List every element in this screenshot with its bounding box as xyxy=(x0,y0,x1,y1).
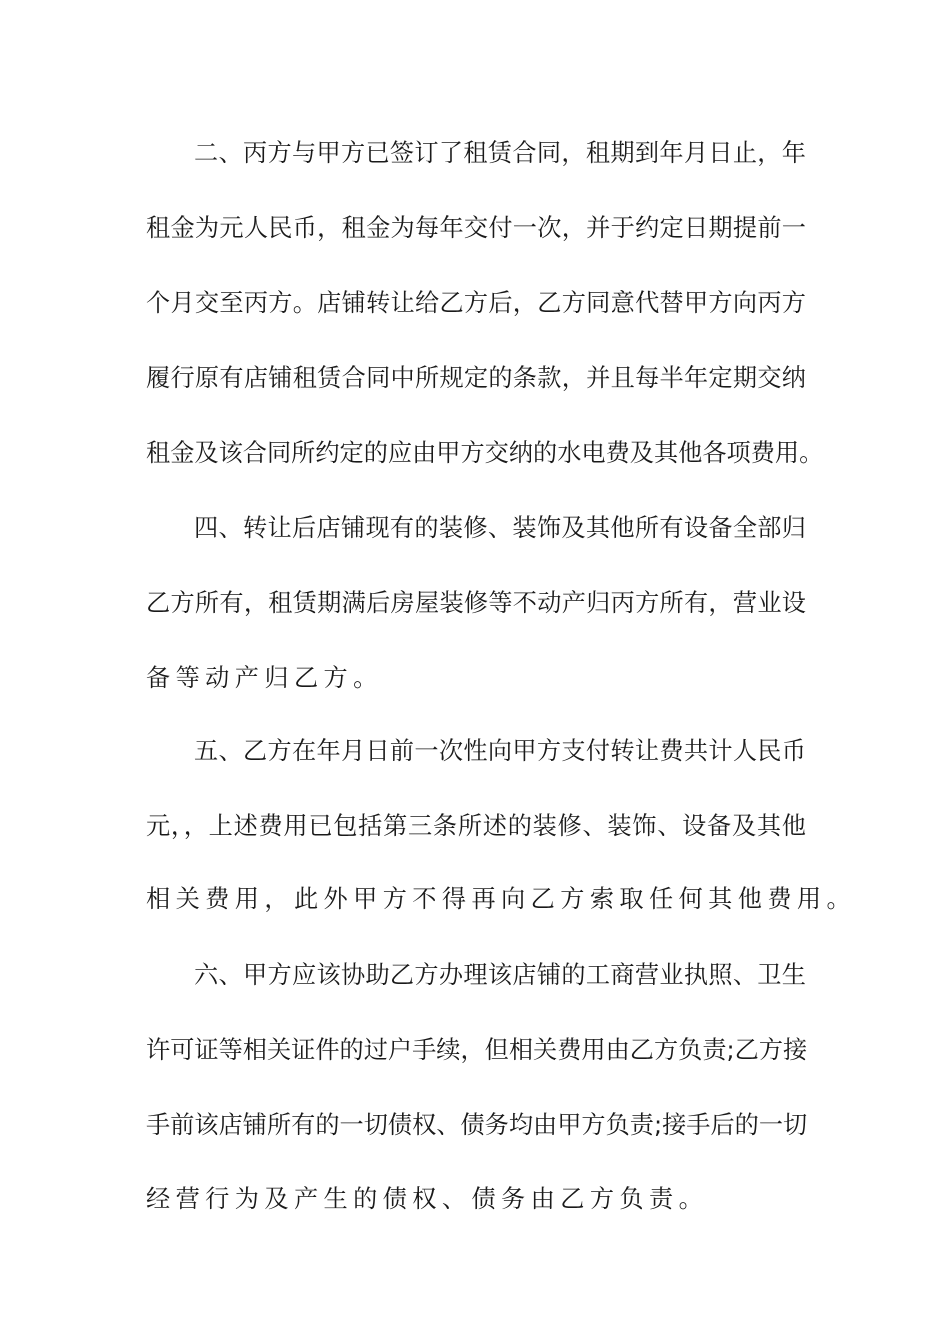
paragraph-line: 备等动产归乙方。 xyxy=(146,664,383,692)
paragraph-line: 五、乙方在年月日前一次性向甲方支付转让费共计人民币 xyxy=(194,737,806,765)
paragraph-line: 元，，上述费用已包括第三条所述的装修、装饰、设备及其他 xyxy=(146,812,806,840)
paragraph-line: 经营行为及产生的债权、债务由乙方负责。 xyxy=(146,1185,709,1213)
paragraph-line: 二、丙方与甲方已签订了租赁合同，租期到年月日止，年 xyxy=(194,139,806,167)
paragraph-line: 乙方所有，租赁期满后房屋装修等不动产归丙方所有，营业设 xyxy=(146,589,806,617)
paragraph-line: 个月交至丙方。店铺转让给乙方后，乙方同意代替甲方向丙方 xyxy=(146,289,806,317)
paragraph-line: 相关费用，此外甲方不得再向乙方索取任何其他费用。 xyxy=(146,885,857,913)
paragraph-line: 四、转让后店铺现有的装修、装饰及其他所有设备全部归 xyxy=(194,514,806,542)
paragraph-line: 许可证等相关证件的过户手续，但相关费用由乙方负责;乙方接 xyxy=(146,1036,808,1064)
paragraph-line: 六、甲方应该协助乙方办理该店铺的工商营业执照、卫生 xyxy=(194,961,806,989)
paragraph-line: 手前该店铺所有的一切债权、债务均由甲方负责;接手后的一切 xyxy=(146,1111,808,1139)
paragraph-line: 租金为元人民币，租金为每年交付一次，并于约定日期提前一 xyxy=(146,214,806,242)
paragraph-line: 履行原有店铺租赁合同中所规定的条款，并且每半年定期交纳 xyxy=(146,364,806,392)
paragraph-line: 租金及该合同所约定的应由甲方交纳的水电费及其他各项费用。 xyxy=(146,439,824,467)
